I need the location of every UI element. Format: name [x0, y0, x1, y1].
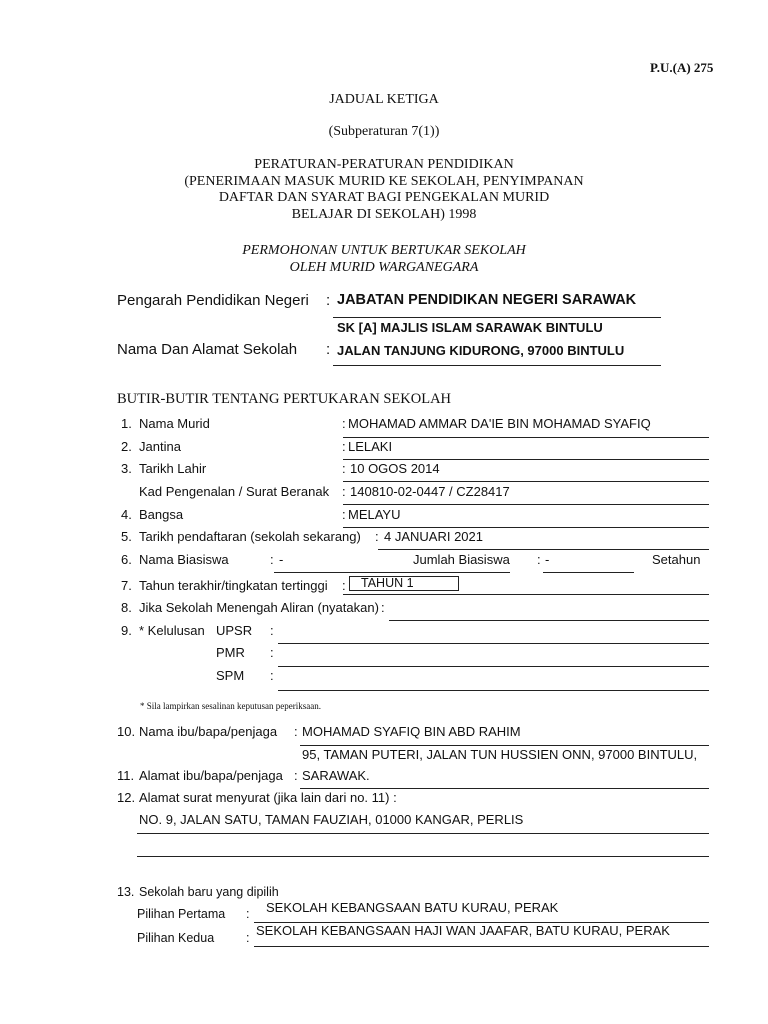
field-11-label: Alamat ibu/bapa/penjaga	[139, 768, 283, 783]
field-10-colon: :	[294, 724, 298, 739]
field-6-per-year: Setahun	[652, 552, 701, 567]
field-3b-label: Kad Pengenalan / Surat Beranak	[139, 484, 330, 499]
field-8-underline	[389, 620, 709, 621]
school-line-2: JALAN TANJUNG KIDURONG, 97000 BINTULU	[337, 343, 625, 358]
field-2-number: 2.	[121, 439, 132, 454]
field-6-amount-underline	[543, 572, 634, 573]
field-13-first-colon: :	[246, 907, 250, 921]
field-12-value: NO. 9, JALAN SATU, TAMAN FAUZIAH, 01000 KANGAR, PERLIS	[139, 812, 524, 827]
field-9-number: 9.	[121, 623, 132, 638]
field-3-label: Tarikh Lahir	[139, 461, 207, 476]
field-13-number: 13.	[117, 885, 135, 899]
field-10-underline	[300, 745, 709, 746]
field-13-first-value: SEKOLAH KEBANGSAAN BATU KURAU, PERAK	[266, 900, 559, 915]
field-8-number: 8.	[121, 600, 132, 615]
field-10-label: Nama ibu/bapa/penjaga	[139, 724, 278, 739]
field-1-value: MOHAMAD AMMAR DA'IE BIN MOHAMAD SYAFIQ	[348, 416, 651, 431]
field-9-upsr-colon: :	[270, 623, 274, 638]
field-4-label: Bangsa	[139, 507, 184, 522]
field-5-number: 5.	[121, 529, 132, 544]
field-6-underline	[274, 572, 510, 573]
field-3-colon: :	[342, 461, 346, 476]
field-6-amount-label: Jumlah Biasiswa	[413, 552, 510, 567]
field-6-number: 6.	[121, 552, 132, 567]
field-9-upsr-underline	[278, 643, 709, 644]
field-9-spm-colon: :	[270, 668, 274, 683]
field-13-label: Sekolah baru yang dipilih	[139, 885, 279, 899]
field-3-number: 3.	[121, 461, 132, 476]
field-7-value-box	[349, 576, 459, 591]
field-12-underline-1	[137, 833, 709, 834]
field-11-colon: :	[294, 768, 298, 783]
field-1-label: Nama Murid	[139, 416, 210, 431]
field-9-label: * Kelulusan	[139, 623, 205, 638]
field-3b-value: 140810-02-0447 / CZ28417	[350, 484, 510, 499]
field-9-pmr-label: PMR	[216, 645, 245, 660]
field-5-colon: :	[375, 529, 379, 544]
field-3b-colon: :	[342, 484, 346, 499]
gazette-reference: P.U.(A) 275	[650, 60, 714, 75]
field-1-underline	[343, 437, 709, 438]
field-5-underline	[378, 549, 709, 550]
director-colon: :	[326, 292, 331, 309]
school-underline	[333, 365, 661, 366]
field-2-underline	[343, 459, 709, 460]
field-11-value-line-1: 95, TAMAN PUTERI, JALAN TUN HUSSIEN ONN, 97000 BINTULU,	[302, 747, 698, 762]
school-label: Nama Dan Alamat Sekolah	[117, 341, 298, 358]
field-13-second-label: Pilihan Kedua	[137, 931, 215, 945]
field-8-colon: :	[381, 600, 385, 615]
field-9-upsr-label: UPSR	[216, 623, 253, 638]
field-4-underline	[343, 527, 709, 528]
form-title: PERMOHONAN UNTUK BERTUKAR SEKOLAH OLEH MURID WARGANEGARA	[242, 243, 526, 275]
footnote: * Sila lampirkan sesalinan keputusan peperiksaan.	[140, 701, 321, 711]
field-2-label: Jantina	[139, 439, 181, 454]
field-8-label: Jika Sekolah Menengah Aliran (nyatakan)	[139, 600, 379, 615]
director-value: JABATAN PENDIDIKAN NEGERI SARAWAK	[337, 292, 637, 308]
field-3-underline	[343, 481, 709, 482]
section-title: BUTIR-BUTIR TENTANG PERTUKARAN SEKOLAH	[117, 391, 452, 407]
field-4-number: 4.	[121, 507, 132, 522]
field-12-number: 12.	[117, 790, 136, 805]
regulation-title: PERATURAN-PERATURAN PENDIDIKAN (PENERIMAAN MASUK MURID KE SEKOLAH, PENYIMPANAN DAFTAR DAN SYARAT BAGI PENGEKALAN MURID BELAJAR DI SEKOLAH) 1998	[184, 157, 584, 222]
field-5-value: 4 JANUARI 2021	[384, 529, 483, 544]
field-6-label: Nama Biasiswa	[139, 552, 229, 567]
field-3-value: 10 OGOS 2014	[350, 461, 440, 476]
school-colon: :	[326, 341, 331, 358]
field-13-second-underline	[254, 946, 709, 947]
field-12-underline-2	[137, 856, 709, 857]
field-7-underline	[343, 594, 709, 595]
field-4-value: MELAYU	[348, 507, 401, 522]
field-13-first-label: Pilihan Pertama	[137, 907, 226, 921]
field-7-value: TAHUN 1	[361, 576, 414, 590]
field-9-spm-label: SPM	[216, 668, 245, 683]
field-6-colon: :	[270, 552, 274, 567]
field-7-colon: :	[342, 578, 346, 593]
sub-regulation: (Subperaturan 7(1))	[328, 124, 440, 139]
field-13-second-colon: :	[246, 931, 250, 945]
field-2-value: LELAKI	[348, 439, 393, 454]
schedule-title: JADUAL KETIGA	[329, 92, 439, 107]
field-7-number: 7.	[121, 578, 132, 593]
director-underline	[333, 317, 661, 318]
field-1-number: 1.	[121, 416, 132, 431]
field-9-pmr-colon: :	[270, 645, 274, 660]
field-7-label: Tahun terakhir/tingkatan tertinggi	[139, 578, 328, 593]
field-1-colon: :	[342, 416, 346, 431]
field-10-value: MOHAMAD SYAFIQ BIN ABD RAHIM	[302, 724, 521, 739]
field-11-underline	[300, 788, 709, 789]
field-6-amount-value: -	[545, 552, 550, 567]
field-3b-underline	[343, 504, 709, 505]
field-5-label: Tarikh pendaftaran (sekolah sekarang)	[139, 529, 361, 544]
field-10-number: 10.	[117, 724, 136, 739]
field-11-value-line-2: SARAWAK.	[302, 768, 370, 783]
school-line-1: SK [A] MAJLIS ISLAM SARAWAK BINTULU	[337, 320, 603, 335]
field-9-pmr-underline	[278, 666, 709, 667]
field-4-colon: :	[342, 507, 346, 522]
field-9-spm-underline	[278, 690, 709, 691]
field-11-number: 11.	[117, 768, 135, 783]
director-label: Pengarah Pendidikan Negeri	[117, 292, 309, 309]
field-6-amount-colon: :	[537, 552, 541, 567]
field-12-label: Alamat surat menyurat (jika lain dari no. 11) :	[139, 790, 397, 805]
field-13-second-value: SEKOLAH KEBANGSAAN HAJI WAN JAAFAR, BATU KURAU, PERAK	[256, 923, 670, 938]
field-2-colon: :	[342, 439, 346, 454]
field-6-value: -	[279, 552, 284, 567]
